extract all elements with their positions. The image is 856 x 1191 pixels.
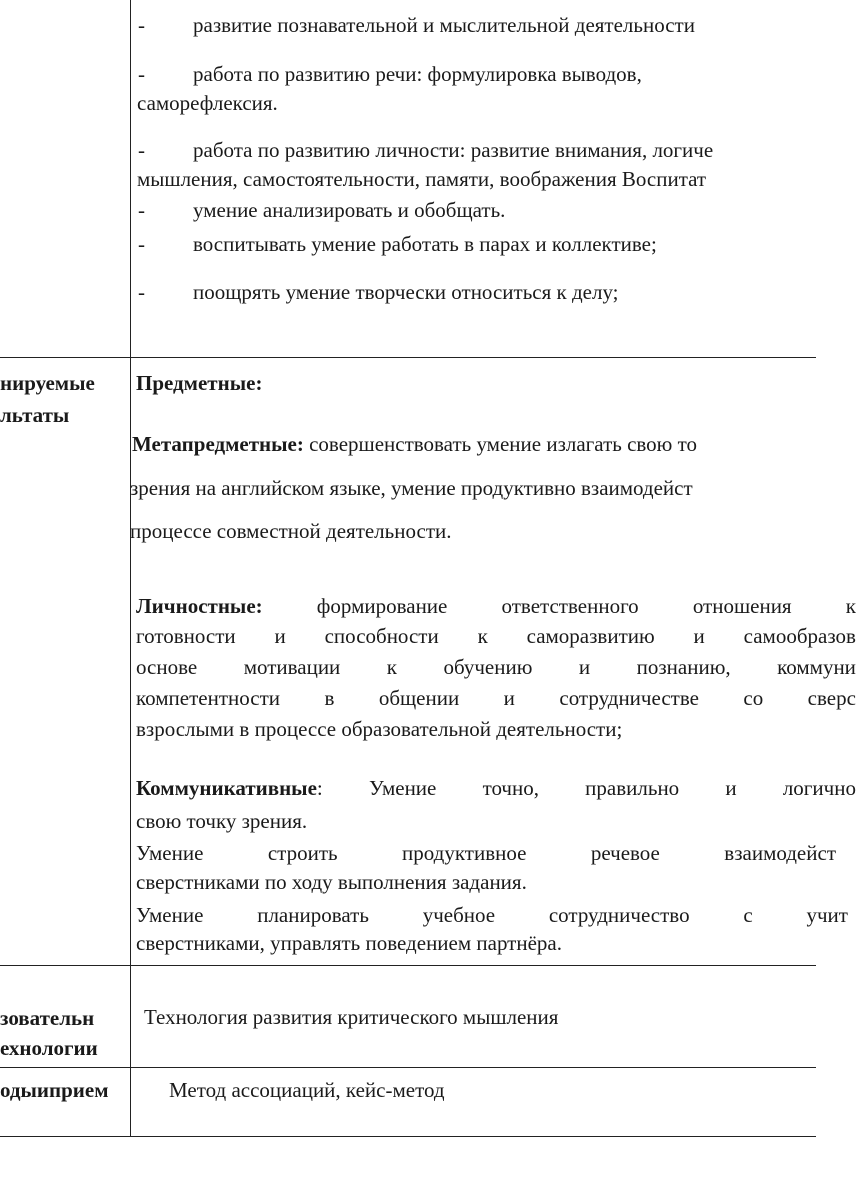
word: в [324, 686, 335, 710]
word: и [503, 686, 515, 710]
column-divider [130, 0, 131, 1137]
meta-results-line [132, 429, 697, 459]
word: саморазвитию [526, 624, 655, 648]
technology-value: Технология развития критического мышления [144, 1005, 559, 1029]
word: познанию, [636, 655, 731, 679]
word: Умение [368, 776, 437, 800]
word: точно, [482, 776, 539, 800]
word: к [477, 624, 488, 648]
row-label-technology-line2: ехнологии [0, 1036, 98, 1060]
list-marker: - [138, 280, 145, 304]
list-item: развитие познавательной и мыслительной деятельности [193, 13, 695, 37]
word: способности [324, 624, 439, 648]
personal-results-line [136, 683, 856, 713]
list-item: работа по развитию личности: развитие внимания, логиче [193, 138, 714, 162]
row-divider [0, 357, 816, 358]
word: обучению [443, 655, 533, 679]
word: сверс [807, 686, 856, 710]
word: строить [267, 841, 338, 865]
list-marker: - [138, 232, 145, 256]
row-divider [0, 1067, 816, 1068]
list-marker: - [138, 198, 145, 222]
word: Умение [136, 903, 204, 927]
word: самообразов [743, 624, 856, 648]
word: планировать [257, 903, 369, 927]
meta-results-label: Метапредметные: [132, 432, 304, 456]
word: с [743, 903, 753, 927]
word: отношения [692, 594, 792, 618]
methods-value: Метод ассоциаций, кейс-метод [169, 1078, 445, 1102]
meta-results-text: совершенствовать умение излагать свою то [303, 432, 698, 456]
word: учит [806, 903, 848, 927]
word: учебное [422, 903, 496, 927]
list-item: поощрять умение творчески относиться к делу; [193, 280, 619, 304]
comm-results-line [136, 838, 856, 868]
row-label-results-line2: льтаты [0, 403, 70, 427]
row-divider [0, 965, 816, 966]
word: логично [782, 776, 856, 800]
comm-results-text: свою точку зрения. [136, 809, 308, 833]
word: и [274, 624, 286, 648]
word: ответственного [501, 594, 639, 618]
word: готовности [136, 624, 236, 648]
row-label-methods: одыиприем [0, 1078, 109, 1102]
word: общении [378, 686, 460, 710]
word: сотрудничество [548, 903, 690, 927]
comm-results-line [136, 900, 856, 930]
list-item-continuation: мышления, самостоятельности, памяти, воображения Воспитат [137, 167, 707, 191]
comm-results-text: сверстниками, управлять поведением партнёра. [136, 931, 562, 955]
comm-results-text: сверстниками по ходу выполнения задания. [136, 870, 527, 894]
word: речевое [590, 841, 660, 865]
personal-results-line [136, 591, 856, 621]
word: взаимодейст [724, 841, 836, 865]
word: продуктивное [402, 841, 527, 865]
personal-results-line [136, 621, 856, 651]
word: формирование [316, 594, 448, 618]
word: и [578, 655, 591, 679]
meta-results-text: зрения на английском языке, умение продуктивно взаимодейст [130, 476, 693, 500]
word: сотрудничестве [559, 686, 699, 710]
subject-results-label: Предметные: [136, 371, 263, 395]
word: к [386, 655, 397, 679]
word: коммуни [777, 655, 856, 679]
word: компетентности [136, 686, 280, 710]
word: основе [136, 655, 198, 679]
list-item: умение анализировать и обобщать. [193, 198, 506, 222]
list-item-continuation: саморефлексия. [137, 91, 278, 115]
personal-results-line [136, 652, 856, 682]
word: со [743, 686, 764, 710]
list-item: работа по развитию речи: формулировка выводов, [193, 62, 642, 86]
meta-results-text: процессе совместной деятельности. [130, 519, 452, 543]
list-marker: - [138, 13, 145, 37]
row-divider [0, 1136, 816, 1137]
word: правильно [585, 776, 680, 800]
word: к [845, 594, 856, 618]
word: мотивации [243, 655, 341, 679]
word: Умение [136, 841, 204, 865]
personal-results-text: взрослыми в процессе образовательной деятельности; [136, 717, 623, 741]
row-label-technology-line1: зовательн [0, 1006, 95, 1030]
list-marker: - [138, 138, 145, 162]
list-item: воспитывать умение работать в парах и коллективе; [193, 232, 657, 256]
comm-results-line: Коммуникативные: Умение точно, правильно и логично [136, 773, 856, 803]
row-label-results-line1: нируемые [0, 371, 95, 395]
comm-results-label: Коммуникативные [136, 776, 317, 800]
word: и [725, 776, 737, 800]
personal-results-label: Личностные: [136, 594, 263, 618]
list-marker: - [138, 62, 145, 86]
word: и [693, 624, 705, 648]
